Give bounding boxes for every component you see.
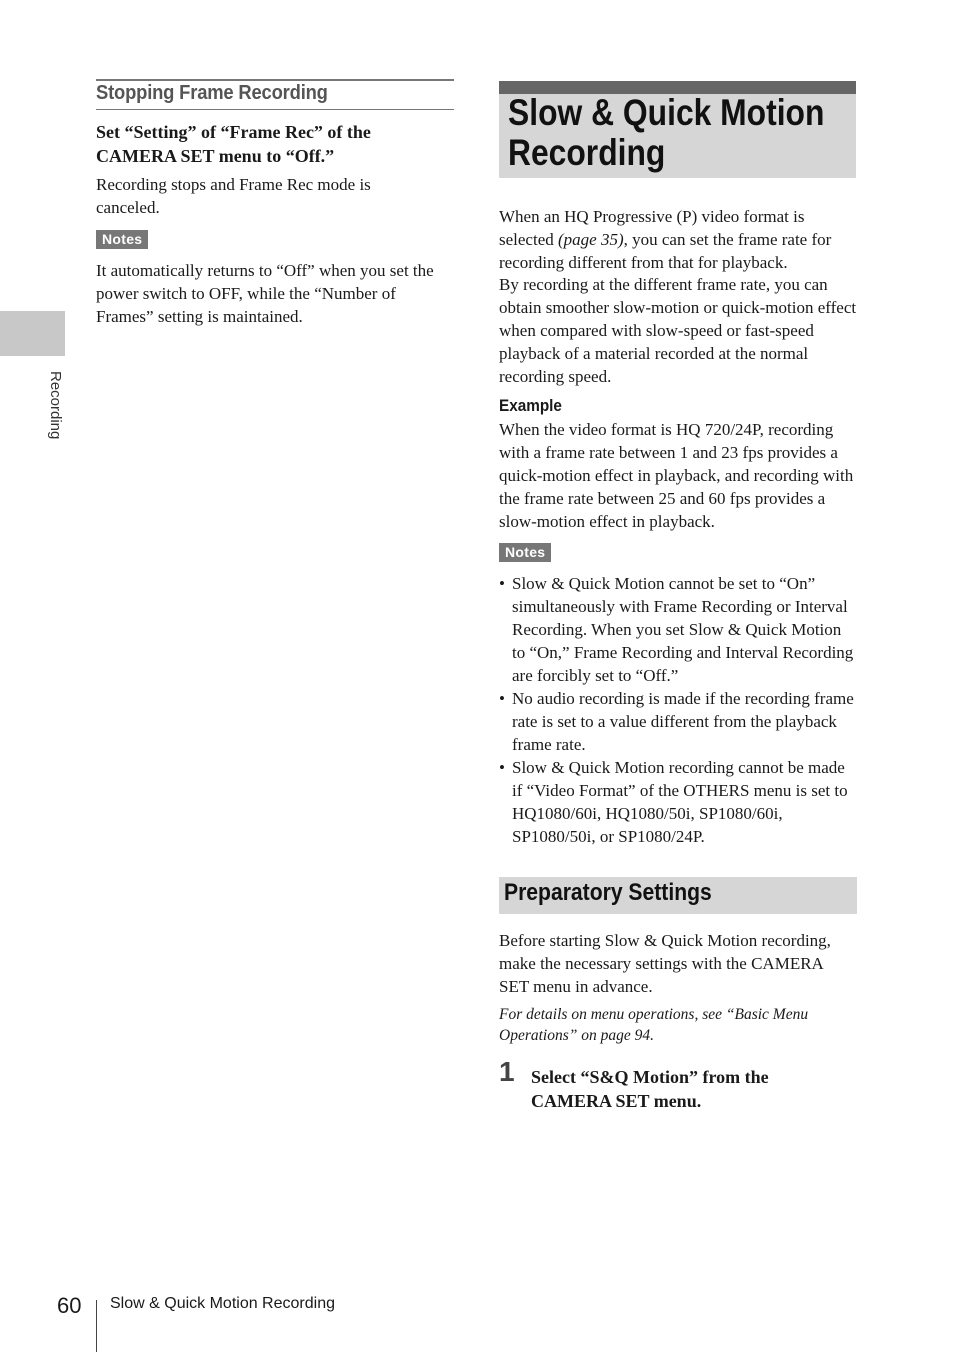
stop-step-instruction: Set “Setting” of “Frame Rec” of the CAMERA SET menu to “Off.” [96,122,371,166]
heading-rule-bottom [96,109,454,110]
prep-heading: Preparatory Settings [504,879,712,906]
left-notes-label: Notes [96,230,148,249]
page-number: 60 [57,1293,82,1318]
footer-divider [96,1300,97,1352]
list-item: • Slow & Quick Motion cannot be set to “On” simultaneously with Frame Recording or Interval Recording. When you set Slow & Quick Motion to “On,” Frame Recording and Interval Recording are forcibly set to “Off.” [499,572,857,687]
intro-paragraph [499,205,857,274]
stopping-heading: Stopping Frame Recording [96,82,328,104]
footer-title: Slow & Quick Motion Recording [110,1295,335,1312]
prep-text: Before starting Slow & Quick Motion recording, make the necessary settings with the CAMERA SET menu in advance. [499,931,831,996]
intro-paragraph-2: By recording at the different frame rate, you can obtain smoother slow-motion or quick-motion effect when compared with slow-speed or fast-speed playback of a material recorded at the normal recording speed. [499,275,857,386]
step-instruction: Select “S&Q Motion” from the CAMERA SET menu. [531,1067,769,1111]
example-heading: Example [499,396,562,415]
left-note-text: It automatically returns to “Off” when you set the power switch to OFF, while the “Number of Frames” setting is maintained. [96,261,434,326]
heading-rule-top [96,79,454,81]
example-text: When the video format is HQ 720/24P, recording with a frame rate between 1 and 23 fps provides a quick-motion effect in playback, and recording with the frame rate between 25 and 60 fps provides a slow-motion effect in playback. [499,420,854,531]
section-tab-label: Recording [47,371,64,440]
section-tab [0,311,65,356]
page-title: Slow & Quick Motion Recording [508,92,825,173]
right-notes-badge [499,544,551,562]
list-item: • Slow & Quick Motion recording cannot be made if “Video Format” of the OTHERS menu is set to HQ1080/60i, HQ1080/50i, SP1080/60i, SP1080/50i, or SP1080/24P. [499,756,857,848]
right-notes-label: Notes [499,543,551,562]
left-notes-badge [96,231,148,249]
prep-menu-note: For details on menu operations, see “Basic Menu Operations” on page 94. [499,1006,809,1044]
step-number: 1 [499,1056,515,1087]
list-item: • No audio recording is made if the recording frame rate is set to a value different from the playback frame rate. [499,687,857,756]
intro-page-ref[interactable]: (page 35) [558,230,624,249]
intro-text-pre: When an HQ Progressive (P) video format is selected [499,207,805,249]
notes-list [499,572,857,848]
intro-text-post: , you can set the frame rate for recording different from that for playback. [499,230,832,272]
stop-step-result: Recording stops and Frame Rec mode is canceled. [96,175,371,217]
